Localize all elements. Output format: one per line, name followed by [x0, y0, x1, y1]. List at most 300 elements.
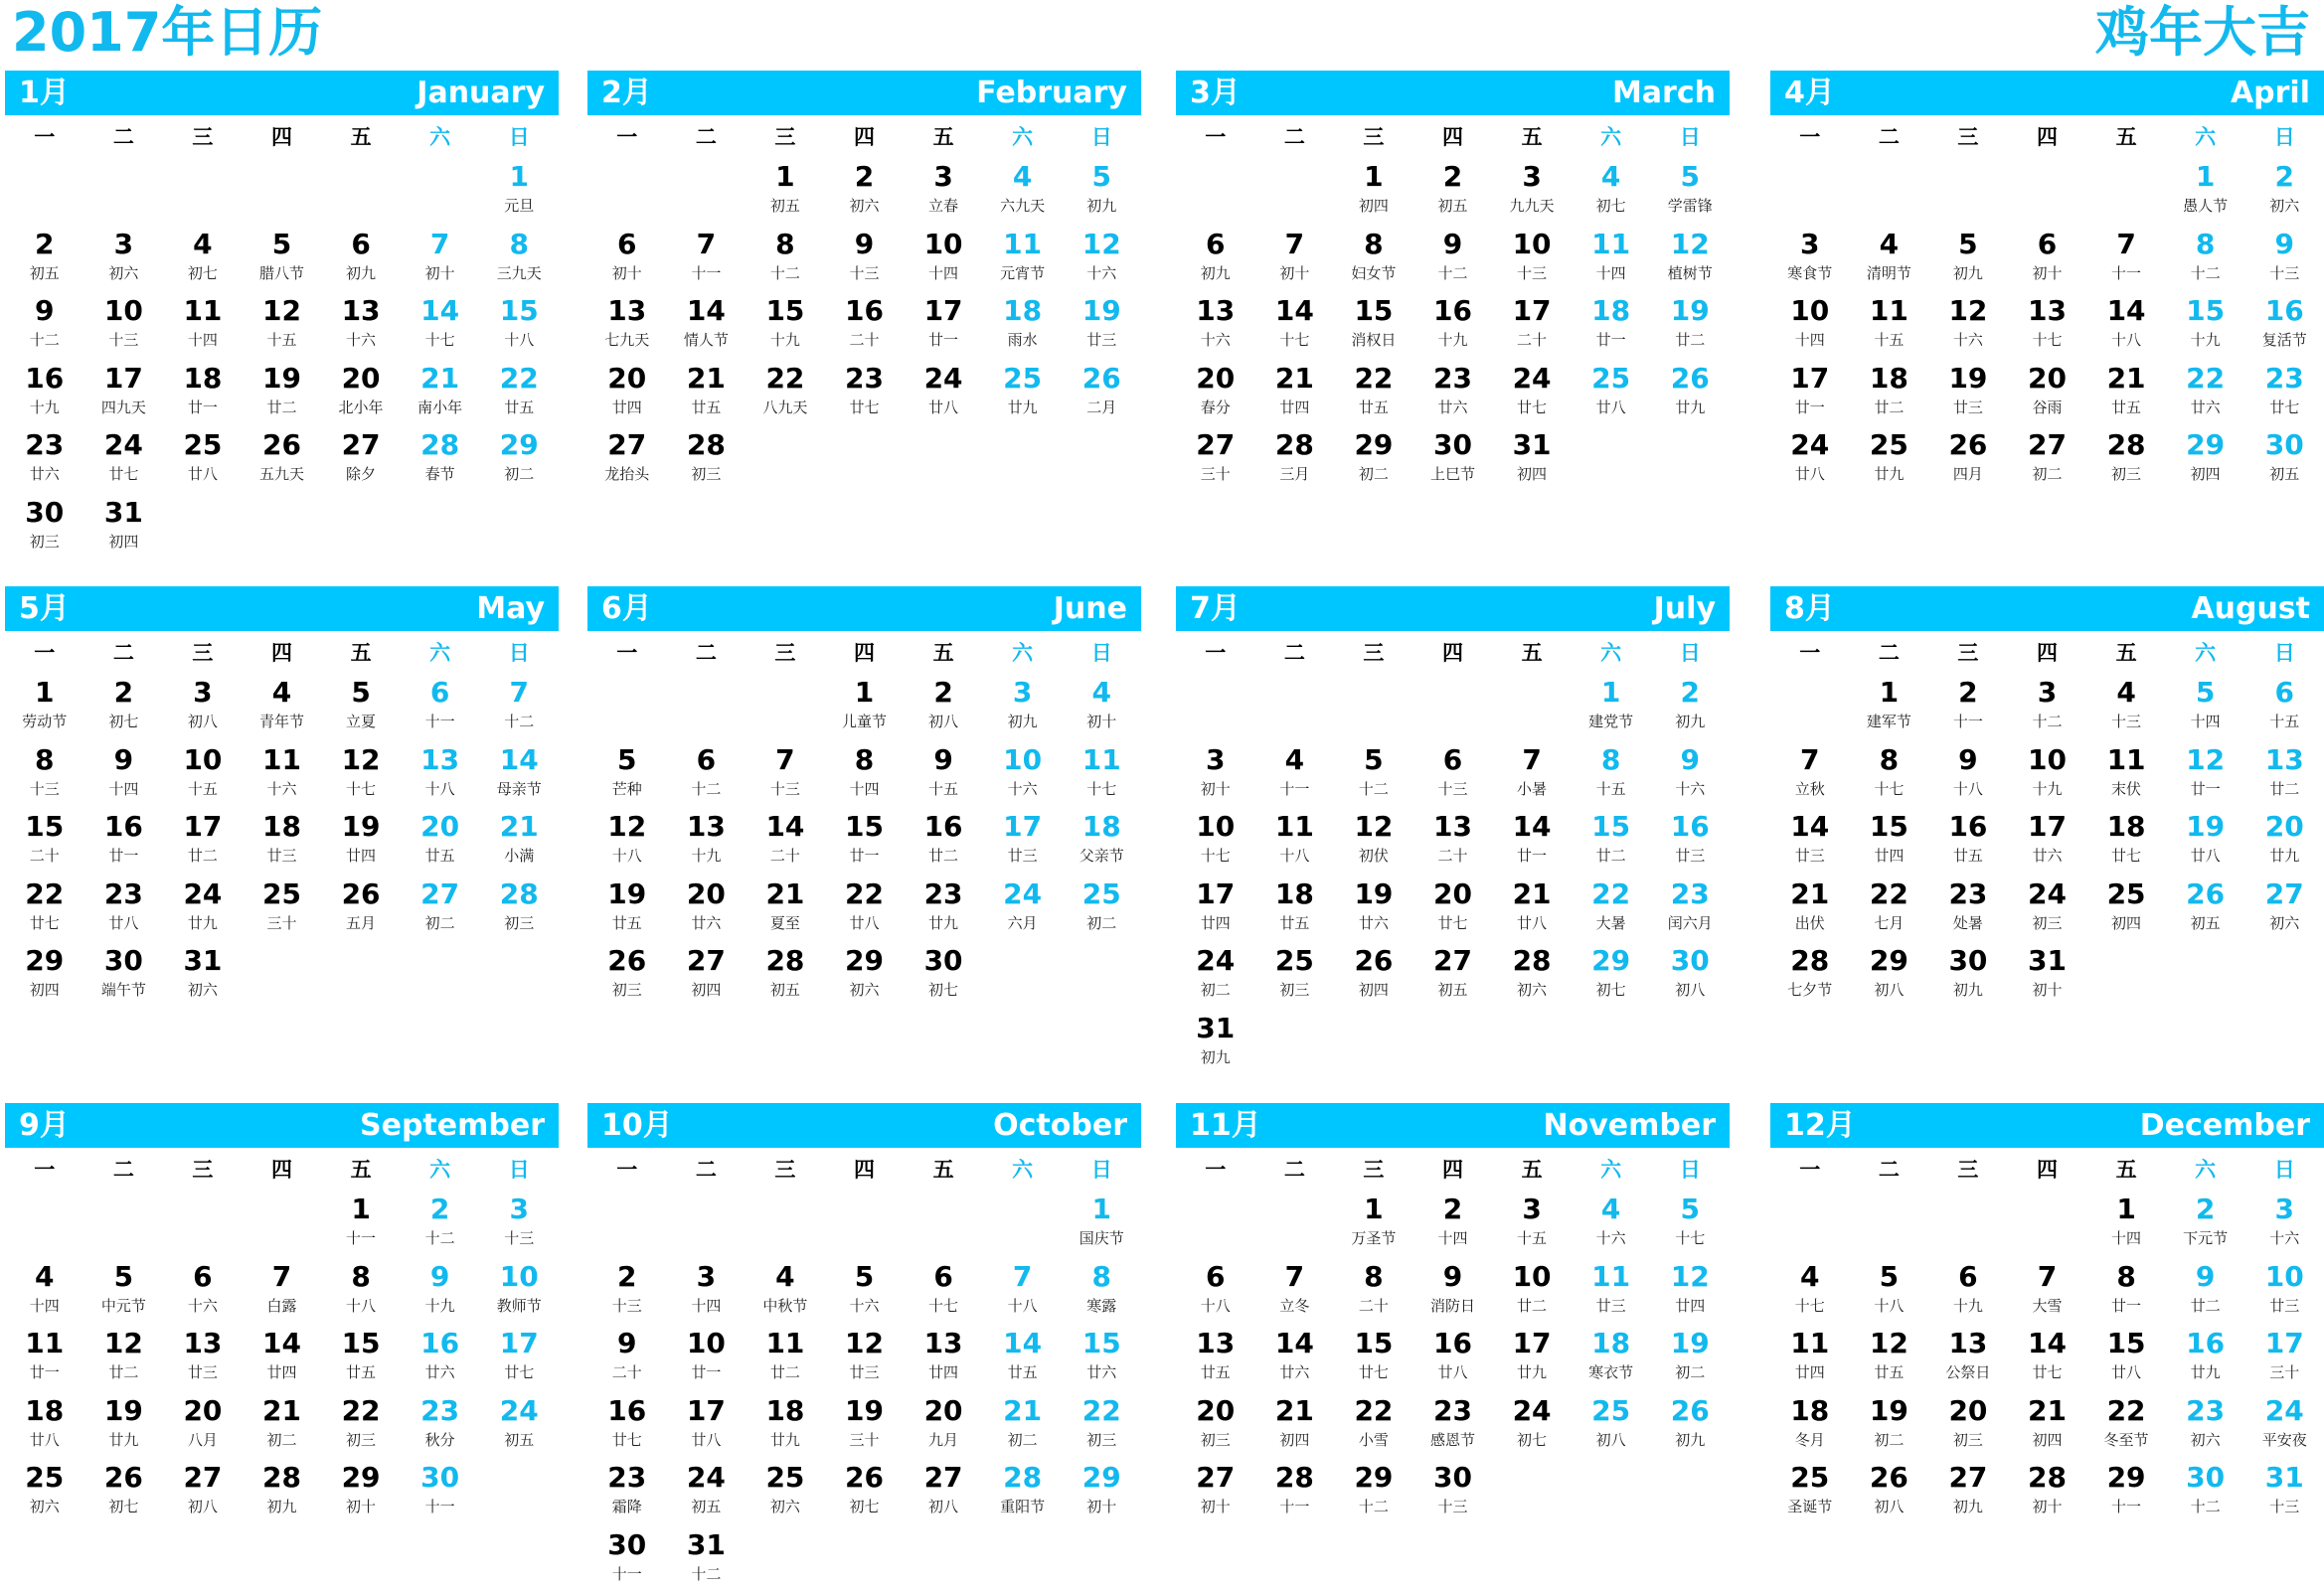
day-number: 10	[479, 1259, 559, 1295]
day-number: 6	[1176, 1259, 1255, 1295]
day-number: 13	[401, 742, 480, 778]
day-cell	[1413, 291, 1493, 359]
day-cell	[904, 807, 983, 875]
day-cell	[825, 673, 905, 740]
day-cell	[2166, 1190, 2245, 1257]
lunar-date: 初三	[1928, 1429, 2008, 1451]
day-cell	[1770, 1391, 1850, 1459]
lunar-date: 廿五	[2086, 397, 2166, 418]
weekday-label: 四	[1413, 1154, 1493, 1184]
day-cell	[587, 941, 667, 1009]
day-cell	[1850, 1257, 1929, 1325]
day-cell	[2166, 1257, 2245, 1325]
weekday-label: 日	[479, 121, 559, 151]
weekday-header-row	[5, 115, 559, 157]
day-number: 29	[1334, 427, 1413, 463]
day-cell	[587, 1257, 667, 1325]
lunar-date: 廿二	[84, 1361, 164, 1383]
day-cell	[321, 807, 401, 875]
day-cell	[1572, 157, 1651, 225]
empty-day-cell	[2008, 157, 2087, 225]
day-number: 28	[983, 1460, 1063, 1496]
day-cell	[1413, 1257, 1493, 1325]
lunar-date: 十四	[1572, 262, 1651, 284]
day-cell	[84, 225, 164, 292]
lunar-date: 廿二	[1492, 1295, 1572, 1317]
day-cell	[2008, 1391, 2087, 1459]
lunar-date: 十六	[1572, 1227, 1651, 1249]
day-cell	[1334, 157, 1413, 225]
day-number: 30	[401, 1460, 480, 1496]
day-number: 9	[904, 742, 983, 778]
lunar-date: 中元节	[84, 1295, 164, 1317]
weekday-label: 二	[667, 121, 747, 151]
lunar-date: 十四	[825, 778, 905, 800]
lunar-date: 四九天	[84, 397, 164, 418]
lunar-date: 三十	[825, 1429, 905, 1451]
lunar-date: 廿二	[2244, 778, 2324, 800]
lunar-date: 廿九	[84, 1429, 164, 1451]
day-cell	[1176, 1391, 1255, 1459]
lunar-date: 谷雨	[2008, 397, 2087, 418]
lunar-date: 十七	[1176, 845, 1255, 867]
day-number: 4	[1850, 227, 1929, 262]
day-cell	[1492, 157, 1572, 225]
day-cell	[5, 1391, 84, 1459]
month-1	[5, 71, 559, 559]
day-cell	[746, 291, 825, 359]
weekday-label: 六	[401, 121, 480, 151]
day-cell	[1928, 225, 2008, 292]
day-number: 14	[2086, 293, 2166, 329]
day-number: 18	[1062, 809, 1141, 845]
lunar-date: 十一	[667, 262, 747, 284]
days-grid	[587, 157, 1141, 493]
day-cell	[1334, 225, 1413, 292]
lunar-date: 十九	[667, 845, 747, 867]
lunar-date: 中秋节	[746, 1295, 825, 1317]
lunar-date: 廿六	[1413, 397, 1493, 418]
lunar-date: 闰六月	[1650, 912, 1730, 934]
day-number: 30	[1413, 1460, 1493, 1496]
day-number: 13	[1413, 809, 1493, 845]
day-number: 27	[904, 1460, 983, 1496]
empty-day-cell	[243, 1190, 322, 1257]
day-number: 6	[1928, 1259, 2008, 1295]
day-cell	[667, 1391, 747, 1459]
day-cell	[5, 291, 84, 359]
day-cell	[1062, 1324, 1141, 1391]
day-number: 8	[1334, 227, 1413, 262]
lunar-date: 消防日	[1413, 1295, 1493, 1317]
day-cell	[983, 807, 1063, 875]
day-number: 21	[1492, 876, 1572, 912]
day-number: 8	[479, 227, 559, 262]
lunar-date: 除夕	[321, 463, 401, 485]
lunar-date: 廿七	[2008, 1361, 2087, 1383]
day-number: 26	[587, 943, 667, 979]
lunar-date: 五九天	[243, 463, 322, 485]
day-number: 13	[2244, 742, 2324, 778]
day-cell	[746, 225, 825, 292]
day-cell	[2166, 875, 2245, 942]
day-number: 20	[1928, 1393, 2008, 1429]
day-cell	[1572, 1391, 1651, 1459]
lunar-date: 十三	[1413, 1496, 1493, 1517]
lunar-date: 初六	[2244, 195, 2324, 217]
lunar-date: 初三	[2008, 912, 2087, 934]
lunar-date: 五月	[321, 912, 401, 934]
day-cell	[1770, 1257, 1850, 1325]
weekday-label: 五	[904, 121, 983, 151]
lunar-date: 初七	[84, 1496, 164, 1517]
lunar-date: 十五	[1850, 329, 1929, 351]
lunar-date: 初七	[825, 1496, 905, 1517]
day-cell	[1413, 1391, 1493, 1459]
day-cell	[5, 875, 84, 942]
lunar-date: 十八	[587, 845, 667, 867]
day-number: 10	[983, 742, 1063, 778]
day-cell	[2086, 1458, 2166, 1525]
empty-day-cell	[825, 1190, 905, 1257]
day-cell	[2244, 225, 2324, 292]
lunar-date: 初十	[2008, 262, 2087, 284]
days-grid	[1176, 673, 1730, 1075]
lunar-date: 十八	[983, 1295, 1063, 1317]
day-cell	[746, 875, 825, 942]
weekday-label: 六	[1572, 637, 1651, 667]
day-number: 25	[1850, 427, 1929, 463]
day-number: 28	[667, 427, 747, 463]
lunar-date: 建军节	[1850, 711, 1929, 732]
lunar-date: 廿五	[401, 845, 480, 867]
empty-day-cell	[1492, 673, 1572, 740]
weekday-label: 一	[1770, 637, 1850, 667]
lunar-date: 初二	[983, 1429, 1063, 1451]
day-cell	[2244, 1458, 2324, 1525]
day-cell	[2008, 225, 2087, 292]
day-number: 13	[667, 809, 747, 845]
lunar-date: 初十	[2008, 979, 2087, 1001]
lunar-date: 廿九	[1492, 1361, 1572, 1383]
lunar-date: 廿七	[1413, 912, 1493, 934]
day-cell	[84, 1458, 164, 1525]
day-cell	[1770, 359, 1850, 426]
day-number: 3	[904, 159, 983, 195]
lunar-date: 北小年	[321, 397, 401, 418]
lunar-date: 廿一	[667, 1361, 747, 1383]
lunar-date: 初三	[479, 912, 559, 934]
day-cell	[1492, 359, 1572, 426]
lunar-date: 十二	[667, 1563, 747, 1585]
day-cell	[2244, 157, 2324, 225]
day-cell	[1850, 941, 1929, 1009]
lunar-date: 初八	[904, 1496, 983, 1517]
lunar-date: 廿一	[825, 845, 905, 867]
day-number: 24	[904, 361, 983, 397]
lunar-date: 廿五	[667, 397, 747, 418]
day-number: 11	[1770, 1326, 1850, 1361]
lunar-date: 十四	[2086, 1227, 2166, 1249]
weekday-label: 日	[1062, 637, 1141, 667]
lunar-date: 廿八	[84, 912, 164, 934]
lunar-date: 十五	[904, 778, 983, 800]
lunar-date: 廿六	[1062, 1361, 1141, 1383]
day-cell	[983, 225, 1063, 292]
month-header	[587, 586, 1141, 631]
day-cell	[1850, 807, 1929, 875]
day-cell	[1650, 1257, 1730, 1325]
day-number: 15	[2166, 293, 2245, 329]
day-cell	[479, 1190, 559, 1257]
day-number: 22	[2086, 1393, 2166, 1429]
weekday-label: 三	[746, 121, 825, 151]
lunar-date: 十五	[2244, 711, 2324, 732]
lunar-date: 立夏	[321, 711, 401, 732]
day-cell	[1928, 1324, 2008, 1391]
weekday-header-row	[5, 631, 559, 673]
day-cell	[243, 740, 322, 808]
day-number: 2	[401, 1192, 480, 1227]
day-cell	[2166, 359, 2245, 426]
day-number: 11	[1850, 293, 1929, 329]
month-11	[1176, 1103, 1730, 1525]
lunar-date: 十四	[163, 329, 243, 351]
day-number: 20	[1176, 361, 1255, 397]
weekday-label: 日	[2244, 121, 2324, 151]
weekday-label: 日	[479, 637, 559, 667]
lunar-date: 廿二	[1572, 845, 1651, 867]
day-cell	[904, 1458, 983, 1525]
day-cell	[1334, 807, 1413, 875]
lunar-date: 初十	[321, 1496, 401, 1517]
weekday-label: 六	[401, 637, 480, 667]
lunar-date: 初伏	[1334, 845, 1413, 867]
day-number: 19	[1650, 293, 1730, 329]
weekday-header-row	[1176, 631, 1730, 673]
day-cell	[5, 807, 84, 875]
empty-day-cell	[163, 157, 243, 225]
day-number: 5	[1650, 1192, 1730, 1227]
day-number: 12	[825, 1326, 905, 1361]
day-cell	[1492, 225, 1572, 292]
day-number: 18	[5, 1393, 84, 1429]
day-number: 1	[2166, 159, 2245, 195]
day-number: 24	[2008, 876, 2087, 912]
day-cell	[163, 1257, 243, 1325]
lunar-date: 初八	[1850, 979, 1929, 1001]
day-cell	[5, 1324, 84, 1391]
empty-day-cell	[243, 157, 322, 225]
month-name-en: October	[993, 1103, 1127, 1148]
day-number: 4	[746, 1259, 825, 1295]
lunar-date: 初九	[983, 711, 1063, 732]
day-number: 28	[243, 1460, 322, 1496]
day-number: 25	[1255, 943, 1335, 979]
weekday-label: 五	[904, 1154, 983, 1184]
day-number: 25	[1770, 1460, 1850, 1496]
day-number: 23	[1413, 361, 1493, 397]
day-number: 19	[2166, 809, 2245, 845]
day-cell	[825, 875, 905, 942]
lunar-date: 十二	[5, 329, 84, 351]
day-number: 27	[1176, 1460, 1255, 1496]
lunar-date: 初九	[1650, 711, 1730, 732]
days-grid	[587, 673, 1141, 1009]
lunar-date: 廿五	[587, 912, 667, 934]
day-cell	[2008, 1324, 2087, 1391]
day-cell	[2008, 941, 2087, 1009]
lunar-date: 廿三	[1928, 397, 2008, 418]
day-cell	[163, 1324, 243, 1391]
day-number: 10	[84, 293, 164, 329]
lunar-date: 初二	[1334, 463, 1413, 485]
lunar-date: 十七	[1770, 1295, 1850, 1317]
day-cell	[1413, 1458, 1493, 1525]
day-number: 14	[746, 809, 825, 845]
weekday-label: 六	[2166, 121, 2245, 151]
day-cell	[587, 291, 667, 359]
day-number: 6	[401, 675, 480, 711]
day-cell	[2244, 425, 2324, 493]
lunar-date: 廿七	[479, 1361, 559, 1383]
lunar-date: 廿三	[1062, 329, 1141, 351]
day-number: 23	[825, 361, 905, 397]
day-cell	[2166, 425, 2245, 493]
day-cell	[587, 1324, 667, 1391]
day-number: 17	[1492, 293, 1572, 329]
day-cell	[1572, 673, 1651, 740]
day-number: 26	[1850, 1460, 1929, 1496]
lunar-date: 廿一	[1770, 397, 1850, 418]
weekday-label: 六	[401, 1154, 480, 1184]
day-number: 3	[479, 1192, 559, 1227]
day-cell	[1770, 740, 1850, 808]
day-cell	[587, 359, 667, 426]
lunar-date: 妇女节	[1334, 262, 1413, 284]
day-cell	[746, 941, 825, 1009]
lunar-date: 二十	[746, 845, 825, 867]
day-number: 1	[1062, 1192, 1141, 1227]
lunar-date: 大雪	[2008, 1295, 2087, 1317]
lunar-date: 初七	[1572, 195, 1651, 217]
day-cell	[163, 425, 243, 493]
empty-day-cell	[1928, 157, 2008, 225]
empty-day-cell	[84, 1190, 164, 1257]
day-number: 12	[1928, 293, 2008, 329]
day-cell	[1650, 673, 1730, 740]
day-number: 12	[243, 293, 322, 329]
day-cell	[2086, 425, 2166, 493]
day-number: 23	[401, 1393, 480, 1429]
day-cell	[2244, 1391, 2324, 1459]
day-number: 24	[84, 427, 164, 463]
weekday-label: 三	[1334, 121, 1413, 151]
days-grid	[587, 1190, 1141, 1592]
day-number: 25	[1572, 361, 1651, 397]
month-header	[1176, 586, 1730, 631]
day-cell	[825, 807, 905, 875]
month-name-en: December	[2140, 1103, 2310, 1148]
day-number: 31	[2008, 943, 2087, 979]
lunar-date: 十二	[401, 1227, 480, 1249]
day-number: 4	[1572, 159, 1651, 195]
day-number: 10	[2244, 1259, 2324, 1295]
day-number: 12	[2166, 742, 2245, 778]
day-cell	[84, 740, 164, 808]
day-number: 4	[2086, 675, 2166, 711]
lunar-date: 初十	[1176, 1496, 1255, 1517]
lunar-date: 重阳节	[983, 1496, 1063, 1517]
lunar-date: 十一	[2086, 1496, 2166, 1517]
day-cell	[1492, 941, 1572, 1009]
day-cell	[243, 1458, 322, 1525]
lunar-date: 平安夜	[2244, 1429, 2324, 1451]
lunar-date: 七九天	[587, 329, 667, 351]
weekday-label: 四	[243, 1154, 322, 1184]
lunar-date: 初八	[1850, 1496, 1929, 1517]
day-number: 15	[1572, 809, 1651, 845]
lunar-date: 学雷锋	[1650, 195, 1730, 217]
lunar-date: 初三	[1176, 1429, 1255, 1451]
day-number: 1	[825, 675, 905, 711]
weekday-label: 日	[1650, 637, 1730, 667]
empty-day-cell	[587, 1190, 667, 1257]
day-number: 18	[1255, 876, 1335, 912]
weekday-label: 一	[1176, 1154, 1255, 1184]
month-name-cn: 12月	[1784, 1103, 1856, 1148]
lunar-date: 三十	[2244, 1361, 2324, 1383]
day-cell	[983, 673, 1063, 740]
day-cell	[1850, 359, 1929, 426]
day-cell	[5, 740, 84, 808]
month-name-en: June	[1054, 586, 1127, 631]
day-number: 10	[904, 227, 983, 262]
day-cell	[1334, 1257, 1413, 1325]
lunar-date: 初二	[401, 912, 480, 934]
weekday-label: 二	[667, 637, 747, 667]
day-number: 17	[2008, 809, 2087, 845]
day-number: 10	[1492, 227, 1572, 262]
lunar-date: 十五	[1492, 1227, 1572, 1249]
lunar-date: 十六	[1928, 329, 2008, 351]
day-number: 7	[479, 675, 559, 711]
day-number: 25	[1572, 1393, 1651, 1429]
day-cell	[587, 425, 667, 493]
lunar-date: 廿五	[1850, 1361, 1929, 1383]
day-cell	[321, 1458, 401, 1525]
day-cell	[1650, 941, 1730, 1009]
day-cell	[163, 673, 243, 740]
day-cell	[1176, 225, 1255, 292]
day-cell	[1176, 291, 1255, 359]
day-number: 6	[1413, 742, 1493, 778]
lunar-date: 圣诞节	[1770, 1496, 1850, 1517]
lunar-date: 廿八	[825, 912, 905, 934]
day-number: 31	[163, 943, 243, 979]
day-number: 16	[1928, 809, 2008, 845]
days-grid	[5, 1190, 559, 1525]
empty-day-cell	[1176, 1190, 1255, 1257]
day-cell	[163, 941, 243, 1009]
day-cell	[1770, 425, 1850, 493]
day-cell	[1176, 875, 1255, 942]
day-cell	[1850, 1458, 1929, 1525]
day-number: 27	[163, 1460, 243, 1496]
lunar-date: 初七	[163, 262, 243, 284]
day-number: 14	[667, 293, 747, 329]
day-cell	[746, 1257, 825, 1325]
